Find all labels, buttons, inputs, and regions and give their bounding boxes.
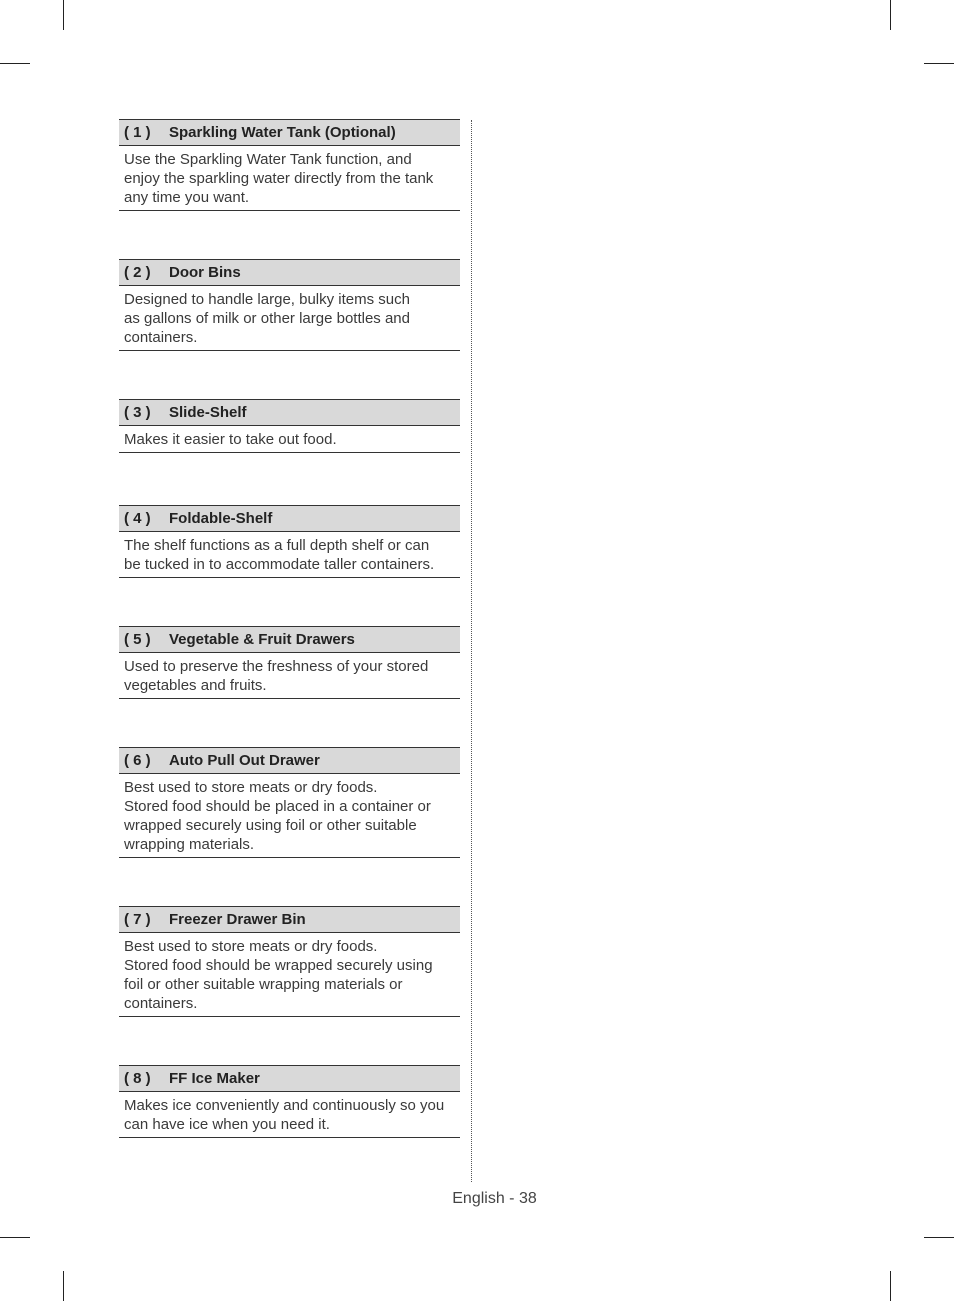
section-number: ( 7 ) xyxy=(124,911,151,928)
description-line: enjoy the sparkling water directly from the tank xyxy=(124,170,434,187)
description-line: foil or other suitable wrapping materials or xyxy=(124,976,403,993)
section-number: ( 2 ) xyxy=(124,264,151,281)
description-line: Makes it easier to take out food. xyxy=(124,431,337,448)
crop-mark-bottom-left-h xyxy=(0,1237,30,1238)
crop-mark-top-right-h xyxy=(924,63,954,64)
section-number: ( 3 ) xyxy=(124,404,151,421)
section-description xyxy=(119,146,460,210)
description-line: The shelf functions as a full depth shelf or can xyxy=(124,537,430,554)
section-vegetable-fruit-drawers xyxy=(119,626,460,699)
section-header xyxy=(119,1065,460,1092)
section-description xyxy=(119,286,460,350)
section-number: ( 4 ) xyxy=(124,510,151,527)
section-header xyxy=(119,259,460,286)
section-description xyxy=(119,774,460,857)
section-ff-ice-maker xyxy=(119,1065,460,1138)
description-line: containers. xyxy=(124,329,198,346)
section-title: Vegetable & Fruit Drawers xyxy=(169,631,355,648)
section-title: FF Ice Maker xyxy=(169,1070,260,1087)
section-description xyxy=(119,426,460,452)
section-header xyxy=(119,906,460,933)
section-number: ( 6 ) xyxy=(124,752,151,769)
crop-mark-bottom-right-h xyxy=(924,1237,954,1238)
section-door-bins xyxy=(119,259,460,351)
section-auto-pull-out-drawer xyxy=(119,747,460,858)
description-line: Makes ice conveniently and continuously so you xyxy=(124,1097,445,1114)
section-header xyxy=(119,119,460,146)
description-line: wrapped securely using foil or other suitable xyxy=(124,817,417,834)
section-title: Sparkling Water Tank (Optional) xyxy=(169,124,396,141)
section-description xyxy=(119,1092,460,1137)
section-title: Auto Pull Out Drawer xyxy=(169,752,320,769)
section-description xyxy=(119,933,460,1016)
section-title: Door Bins xyxy=(169,264,241,281)
description-line: Stored food should be wrapped securely using xyxy=(124,957,433,974)
section-description xyxy=(119,532,460,577)
section-title: Freezer Drawer Bin xyxy=(169,911,306,928)
description-line: as gallons of milk or other large bottles and xyxy=(124,310,410,327)
description-line: Use the Sparkling Water Tank function, and xyxy=(124,151,412,168)
section-number: ( 5 ) xyxy=(124,631,151,648)
description-line: Stored food should be placed in a container or xyxy=(124,798,431,815)
section-header xyxy=(119,626,460,653)
section-sparkling-water-tank xyxy=(119,119,460,211)
description-line: any time you want. xyxy=(124,189,250,206)
section-header xyxy=(119,505,460,532)
column-divider xyxy=(471,120,472,1182)
crop-mark-top-left-h xyxy=(0,63,30,64)
section-foldable-shelf xyxy=(119,505,460,578)
section-number: ( 8 ) xyxy=(124,1070,151,1087)
description-line: vegetables and fruits. xyxy=(124,677,267,694)
crop-mark-top-right xyxy=(890,0,891,30)
crop-mark-bottom-left xyxy=(63,1271,64,1301)
description-line: wrapping materials. xyxy=(124,836,255,853)
section-number: ( 1 ) xyxy=(124,124,151,141)
section-description xyxy=(119,653,460,698)
description-line: Best used to store meats or dry foods. xyxy=(124,938,378,955)
section-freezer-drawer-bin xyxy=(119,906,460,1017)
crop-mark-top-left xyxy=(63,0,64,30)
page-number: English - 38 xyxy=(452,1190,537,1207)
section-title: Slide-Shelf xyxy=(169,404,247,421)
description-line: Designed to handle large, bulky items such xyxy=(124,291,410,308)
section-header xyxy=(119,747,460,774)
description-line: be tucked in to accommodate taller containers. xyxy=(124,556,435,573)
crop-mark-bottom-right xyxy=(890,1271,891,1301)
description-line: Best used to store meats or dry foods. xyxy=(124,779,378,796)
section-slide-shelf xyxy=(119,399,460,453)
description-line: can have ice when you need it. xyxy=(124,1116,330,1133)
description-line: containers. xyxy=(124,995,198,1012)
section-header xyxy=(119,399,460,426)
section-title: Foldable-Shelf xyxy=(169,510,273,527)
description-line: Used to preserve the freshness of your stored xyxy=(124,658,429,675)
